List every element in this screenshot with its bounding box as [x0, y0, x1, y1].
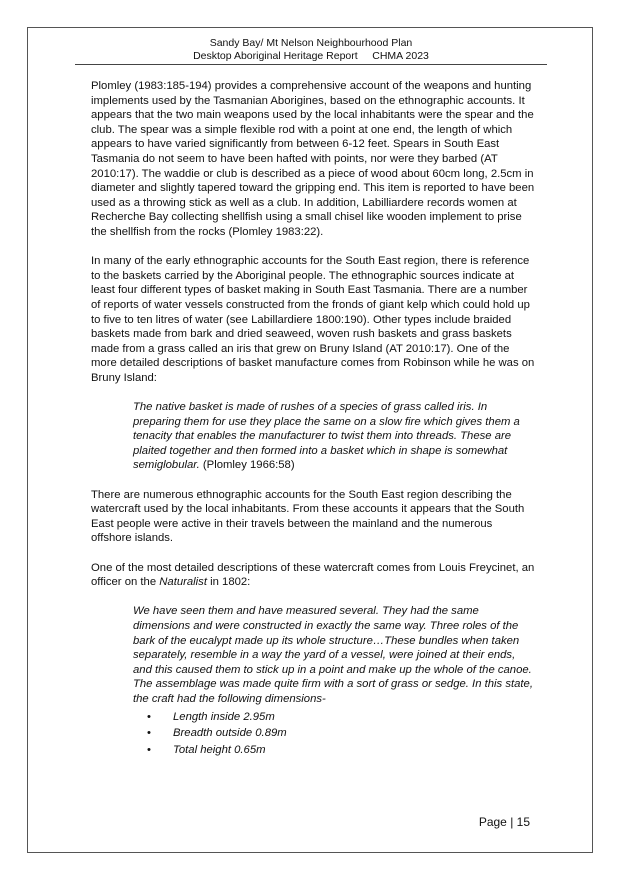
- quote-freycinet: [133, 604, 535, 706]
- freycinet-text-start: One of the most detailed descriptions of these watercraft comes from Louis Freycinet, an officer on the: [91, 561, 535, 589]
- header-line-2: Desktop Aboriginal Heritage Report CHMA 2023: [193, 50, 429, 62]
- freycinet-text-end: in 1802:: [206, 576, 251, 589]
- list-item: • Length inside 2.95m: [133, 709, 535, 726]
- quote-freycinet-text: We have seen them and have measured several. They had the same dimensions and were constructed in exactly the same way. Three roles of the bark of the eucalypt made up its whole structure…These bundles when taken separately, resemble in a way the yard of a vessel, were joined at their ends, and this caused them to stick up in a point and make up the whole of the canoe. The assemblage was made quite firm with a sort of grass or sedge. In this state, the craft had the following dimensions-: [133, 605, 533, 705]
- quote-robinson-citation: (Plomley 1966:58): [199, 459, 295, 472]
- dimensions-list: [133, 709, 535, 759]
- ship-name: Naturalist: [159, 576, 207, 589]
- paragraph-freycinet: [91, 561, 535, 590]
- quote-robinson-text: The native basket is made of rushes of a species of grass called iris. In preparing them for use they place the same on a slow fire which gives them a tenacity that enables the manufacturer to twist them into threads. These are plaited together and then formed into a basket which in shape is somewhat semiglobular.: [133, 401, 520, 472]
- paragraph-weapons: Plomley (1983:185-194) provides a comprehensive account of the weapons and hunting implements used by the Tasmanian Aborigines, based on the ethnographic accounts. It appears that the two main weapons used by the local inhabitants were the spear and the club. The spear was a simple flexible rod with a point at one end, the length of which appears to have varied significantly from between 6-12 feet. Spears in South East Tasmania do not seem to have been hafted with points, nor were they barbed (AT 2010:17). The waddie or club is described as a piece of wood about 60cm long, 2.5cm in diameter and slightly tapered toward the gripping end. This item is reported to have been used as a throwing stick as well as a club. In addition, Labilliardere records women at Recherche Bay collecting shellfish using a small chisel like wooden implement to prise the shellfish from the rocks (Plomley 1983:22).: [91, 80, 535, 238]
- quote-robinson: [133, 400, 535, 473]
- document-body: [91, 79, 535, 758]
- page-header: [0, 37, 622, 63]
- paragraph-watercraft: There are numerous ethnographic accounts for the South East region describing the watercraft used by the local inhabitants. From these accounts it appears that the South East people were active in their travels between the mainland and the numerous offshore islands.: [91, 488, 525, 545]
- list-item: • Breadth outside 0.89m: [133, 725, 535, 742]
- list-item: • Total height 0.65m: [133, 742, 535, 759]
- page-number: Page | 15: [478, 815, 530, 829]
- header-divider: [75, 64, 547, 65]
- paragraph-baskets: In many of the early ethnographic accounts for the South East region, there is reference to the baskets carried by the Aboriginal people. The ethnographic sources indicate at least four different types of basket making in South East Tasmania. There are a number of reports of water vessels constructed from the fronds of giant kelp which could hold up to five to ten litres of water (see Labillardiere 1800:190). Other types include braided baskets made from bark and dried seaweed, woven rush baskets and grass baskets made from a grass called an iris that grew on Bruny Island (AT 2010:17). One of the more detailed descriptions of basket manufacture comes from Robinson while he was on Bruny Island:: [91, 255, 535, 384]
- header-line-1: Sandy Bay/ Mt Nelson Neighbourhood Plan: [209, 37, 413, 49]
